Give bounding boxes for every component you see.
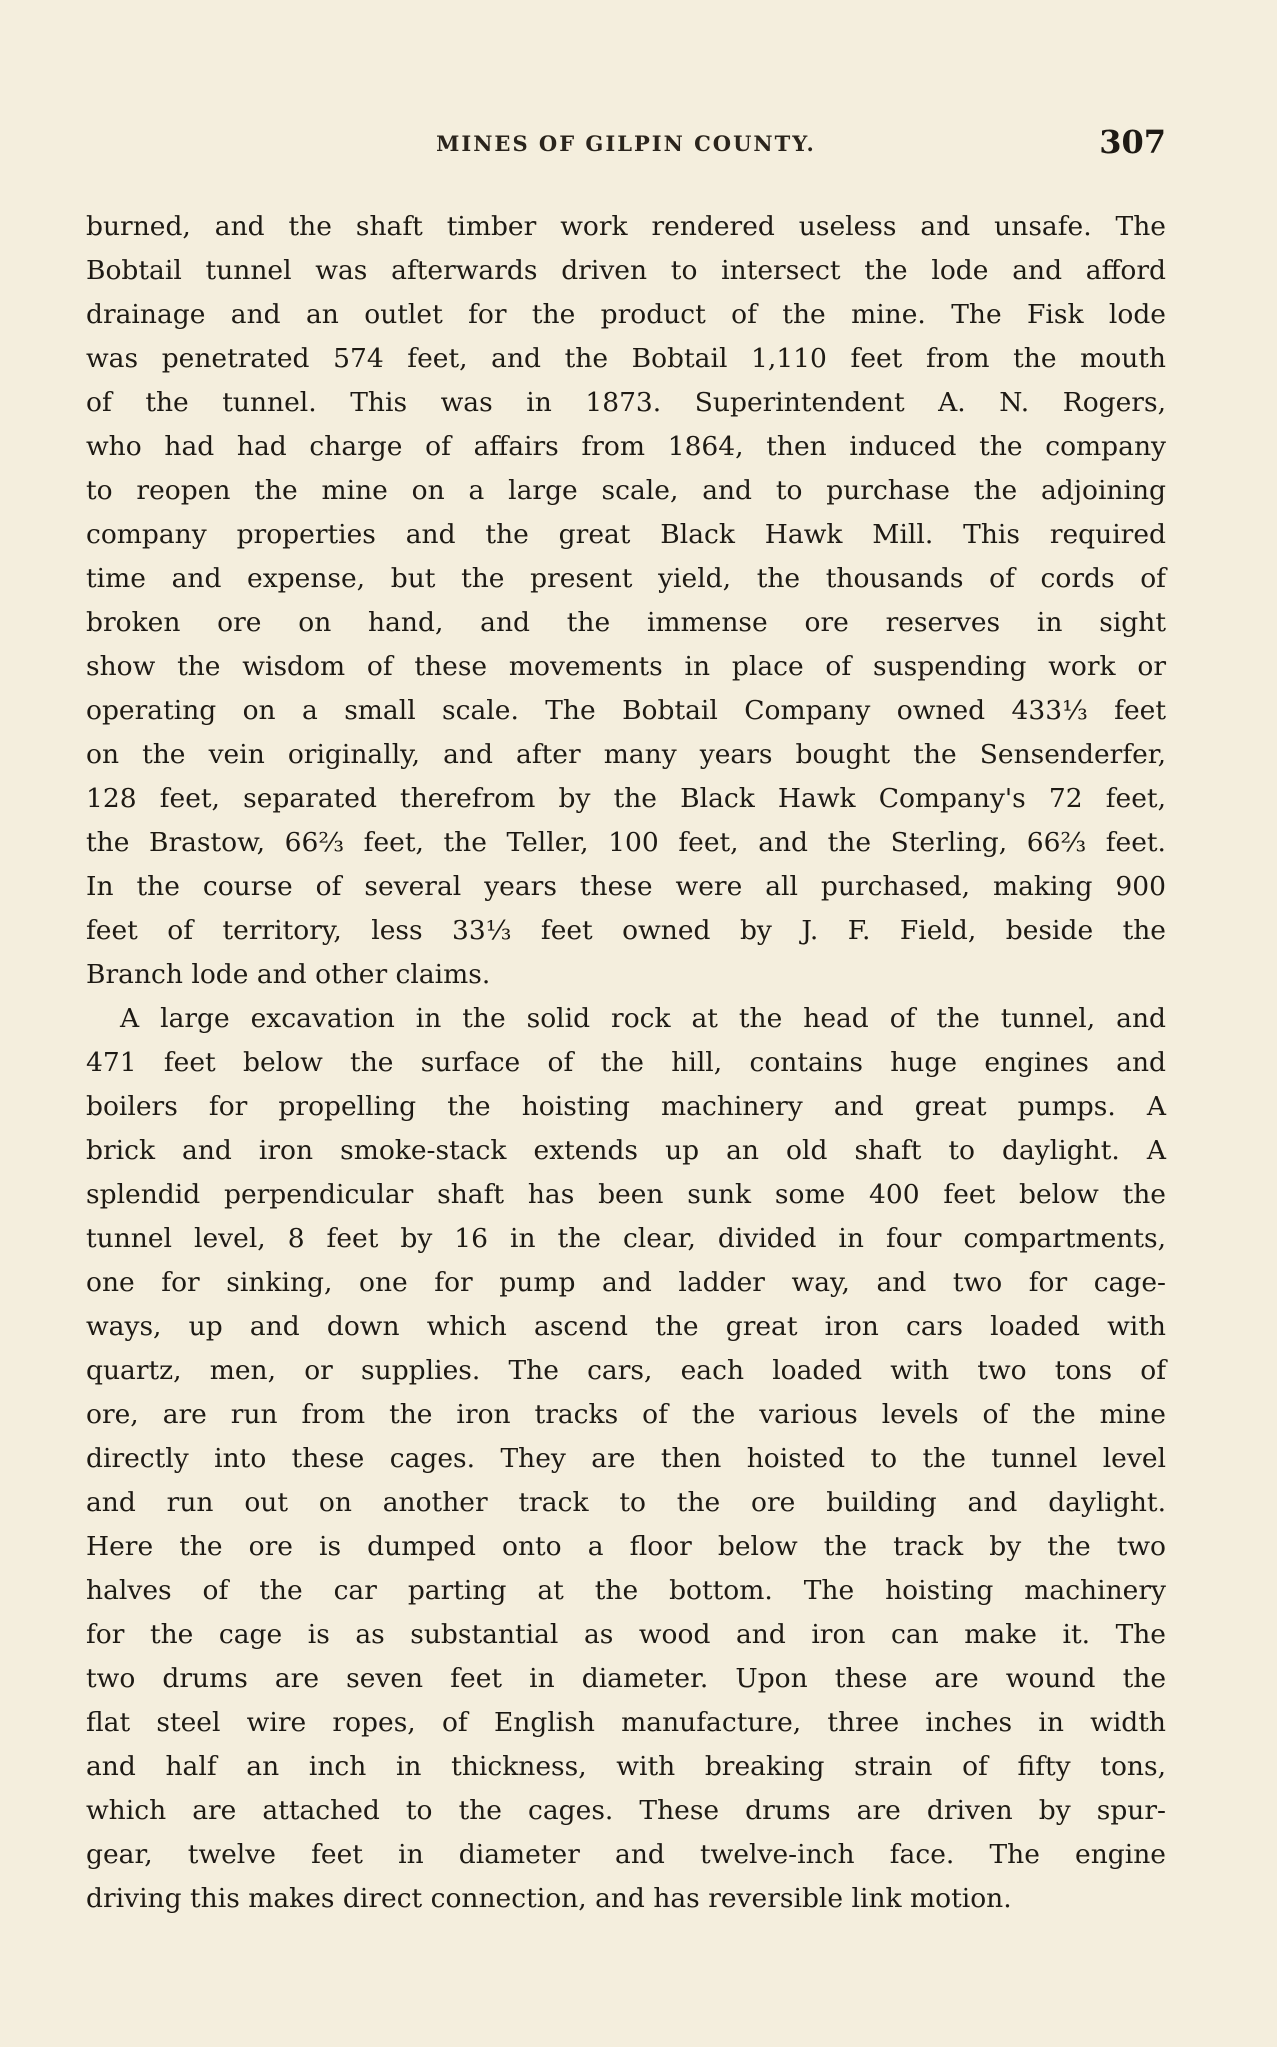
text-line: operating on a small scale. The Bobtail Company owned 433⅓ feet	[86, 695, 1166, 726]
text-line: flat steel wire ropes, of English manufacture, three inches in width	[86, 1707, 1166, 1738]
text-line: halves of the car parting at the bottom. The hoisting machinery	[86, 1575, 1166, 1606]
text-line: who had had charge of affairs from 1864, then induced the company	[86, 431, 1166, 462]
text-line: burned, and the shaft timber work rendered useless and unsafe. The	[86, 211, 1166, 242]
text-line: quartz, men, or supplies. The cars, each loaded with two tons of	[86, 1355, 1166, 1386]
text-line: and half an inch in thickness, with breaking strain of fifty tons,	[86, 1751, 1166, 1782]
text-line: to reopen the mine on a large scale, and to purchase the adjoining	[86, 475, 1166, 506]
text-line: Here the ore is dumped onto a floor below the track by the two	[86, 1531, 1166, 1562]
paragraph-end-line: Branch lode and other claims.	[86, 959, 491, 990]
text-line: drainage and an outlet for the product of the mine. The Fisk lode	[86, 299, 1166, 330]
text-line: which are attached to the cages. These drums are driven by spur-	[86, 1795, 1166, 1826]
text-line: brick and iron smoke-stack extends up an old shaft to daylight. A	[86, 1135, 1166, 1166]
text-line: for the cage is as substantial as wood and iron can make it. The	[86, 1619, 1166, 1650]
text-line: Bobtail tunnel was afterwards driven to intersect the lode and afford	[86, 255, 1166, 286]
text-line: ore, are run from the iron tracks of the various levels of the mine	[86, 1399, 1166, 1430]
text-line: 128 feet, separated therefrom by the Black Hawk Company's 72 feet,	[86, 783, 1166, 814]
text-line: the Brastow, 66⅔ feet, the Teller, 100 feet, and the Sterling, 66⅔ feet.	[86, 827, 1166, 858]
text-line: of the tunnel. This was in 1873. Superintendent A. N. Rogers,	[86, 387, 1166, 418]
running-head	[86, 123, 1166, 163]
text-line: boilers for propelling the hoisting machinery and great pumps. A	[86, 1091, 1166, 1122]
text-line: on the vein originally, and after many years bought the Sensenderfer,	[86, 739, 1166, 770]
text-line: and run out on another track to the ore building and daylight.	[86, 1487, 1166, 1518]
text-line: ways, up and down which ascend the great iron cars loaded with	[86, 1311, 1166, 1342]
text-line: broken ore on hand, and the immense ore reserves in sight	[86, 607, 1166, 638]
text-line: directly into these cages. They are then hoisted to the tunnel level	[86, 1443, 1166, 1474]
text-line: two drums are seven feet in diameter. Upon these are wound the	[86, 1663, 1166, 1694]
text-line: 471 feet below the surface of the hill, contains huge engines and	[86, 1047, 1166, 1078]
text-line: splendid perpendicular shaft has been sunk some 400 feet below the	[86, 1179, 1166, 1210]
text-line: In the course of several years these were all purchased, making 900	[86, 871, 1166, 902]
body-text	[86, 205, 1166, 1921]
text-line: was penetrated 574 feet, and the Bobtail 1,110 feet from the mouth	[86, 343, 1166, 374]
text-line: time and expense, but the present yield, the thousands of cords of	[86, 563, 1166, 594]
text-line: show the wisdom of these movements in place of suspending work or	[86, 651, 1166, 682]
text-line: company properties and the great Black Hawk Mill. This required	[86, 519, 1166, 550]
paragraph-end-line: driving this makes direct connection, and has reversible link motion.	[86, 1883, 1012, 1914]
text-line: one for sinking, one for pump and ladder way, and two for cage-	[86, 1267, 1166, 1298]
text-line: tunnel level, 8 feet by 16 in the clear, divided in four compartments,	[86, 1223, 1166, 1254]
page-number: 307	[1099, 123, 1166, 161]
running-title: MINES OF GILPIN COUNTY.	[436, 131, 816, 156]
paragraph-start-line: A large excavation in the solid rock at the head of the tunnel, and	[120, 1003, 1166, 1034]
text-line: feet of territory, less 33⅓ feet owned by J. F. Field, beside the	[86, 915, 1166, 946]
text-line: gear, twelve feet in diameter and twelve-inch face. The engine	[86, 1839, 1166, 1870]
